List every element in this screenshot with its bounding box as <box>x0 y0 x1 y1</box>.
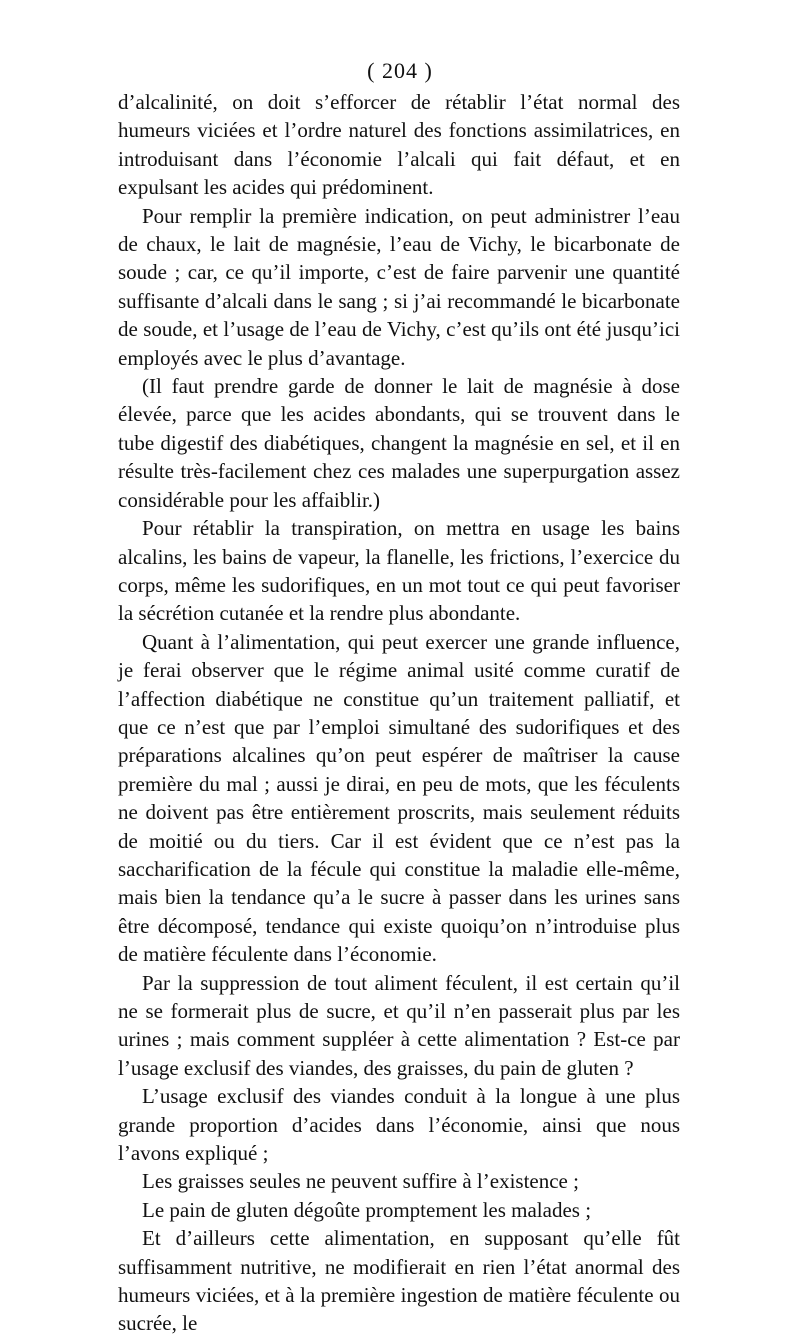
paragraph-9: Le pain de gluten dégoûte promptement les malades ; <box>142 1197 592 1222</box>
paragraph-10: Et d’ailleurs cette alimentation, en supposant qu’elle fût suffisamment nutritive, ne modifierait en rien l’état anormal des humeurs viciées, et à la première ingestion de matière féculente ou sucrée, le <box>118 1226 680 1336</box>
paragraph-3: (Il faut prendre garde de donner le lait de magnésie à dose élevée, parce que les acides abondants, qui se trouvent dans le tube digestif des diabétiques, changent la magnésie en sel, et il en résulte très-facilement chez ces malades une superpurgation assez considérable pour les affaiblir.) <box>118 374 680 512</box>
paragraph-6: Par la suppression de tout aliment féculent, il est certain qu’il ne se formerait plus de sucre, et qu’il n’en passerait plus par les urines ; mais comment suppléer à cette alimentation ? Est-ce par l’usage exclusif des viandes, des graisses, du pain de gluten ? <box>118 970 680 1080</box>
paragraph-1: d’alcalinité, on doit s’efforcer de rétablir l’état normal des humeurs viciées et l’ordre naturel des fonctions assimilatrices, en introduisant dans l’économie l’alcali qui fait défaut, et en expulsant les acides qui prédominent. <box>118 90 680 200</box>
paragraph-7: L’usage exclusif des viandes conduit à la longue à une plus grande proportion d’acides dans l’économie, ainsi que nous l’avons expliqué ; <box>118 1084 680 1166</box>
paragraph-5: Quant à l’alimentation, qui peut exercer une grande influence, je ferai observer que le régime animal usité comme curatif de l’affection diabétique ne constitue qu’un traitement palliatif, et que ce n’est que par l’emploi simultané des sudorifiques et des préparations alcalines qu’on peut espérer de maîtriser la cause première du mal ; aussi je dirai, en peu de mots, que les féculents ne doivent pas être entièrement proscrits, mais seulement réduits de moitié ou du tiers. Car il est évident que ce n’est pas la saccharification de la fécule qui constitue la maladie elle-même, mais bien la tendance qu’a le sucre à passer dans les urines sans être décomposé, tendance qui existe quoiqu’on n’introduise plus de matière féculente dans l’économie. <box>118 629 680 967</box>
body-text <box>118 88 680 1338</box>
paragraph-8: Les graisses seules ne peuvent suffire à l’existence ; <box>142 1169 579 1194</box>
page-number: ( 204 ) <box>367 58 433 83</box>
paragraph-4: Pour rétablir la transpiration, on mettra en usage les bains alcalins, les bains de vapeur, la flanelle, les frictions, l’exercice du corps, même les sudorifiques, en un mot tout ce qui peut favoriser la sécrétion cutanée et la rendre plus abondante. <box>118 516 680 626</box>
paragraph-2: Pour remplir la première indication, on peut administrer l’eau de chaux, le lait de magnésie, l’eau de Vichy, le bicarbonate de soude ; car, ce qu’il importe, c’est de faire parvenir une quantité suffisante d’alcali dans le sang ; si j’ai recommandé le bicarbonate de soude, et l’usage de l’eau de Vichy, c’est qu’ils ont été jusqu’ici employés avec le plus d’avantage. <box>118 203 680 370</box>
